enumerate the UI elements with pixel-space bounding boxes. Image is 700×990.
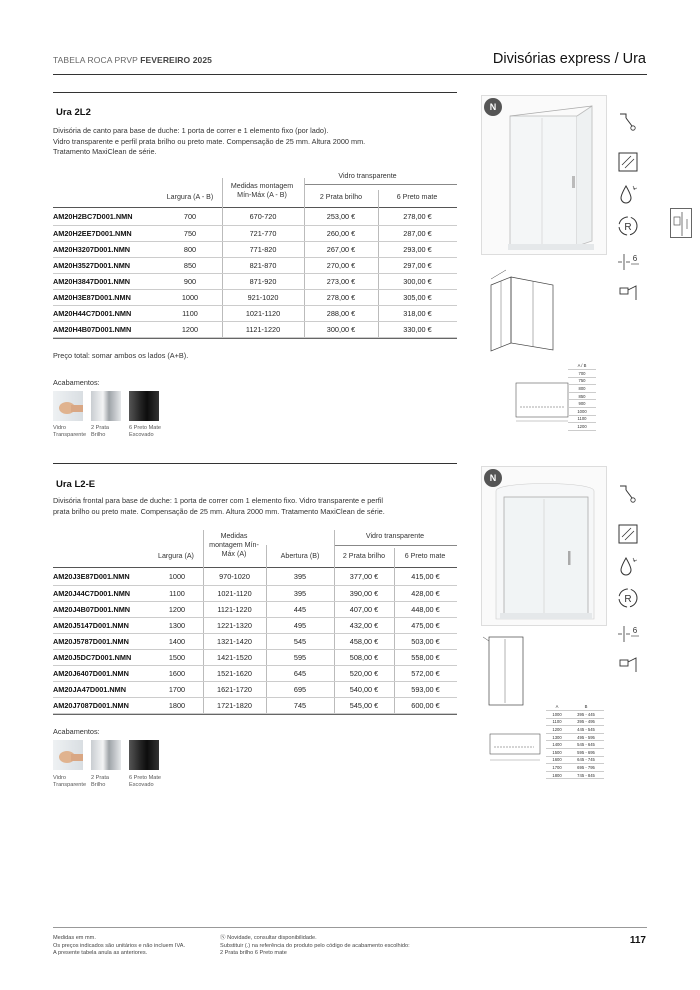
col-header: Medidas montagem Mín-Máx (A - B)	[230, 182, 294, 199]
table-cell: 278,00 €	[304, 289, 378, 305]
water-drop-icon	[616, 182, 640, 206]
table-cell: 395	[266, 585, 334, 601]
dim-cell: 1800	[546, 771, 568, 779]
compensation-value: 6	[632, 254, 638, 263]
table-cell: 970-1020	[203, 569, 266, 585]
table-cell: 273,00 €	[304, 273, 378, 289]
swatch-caption: 6 Preto Mate Escovado	[129, 425, 162, 438]
col-header: 6 Preto mate	[396, 193, 438, 201]
swatch-black	[129, 391, 159, 421]
table-cell: 1000	[158, 289, 222, 305]
table-row	[53, 681, 457, 697]
dim-cell: 545 - 645	[568, 741, 604, 749]
dim-cell: 745 - 845	[568, 771, 604, 779]
compensation-icon	[616, 622, 640, 646]
table-cell: 921-1020	[222, 289, 304, 305]
col-header: 2 Prata brilho	[319, 193, 363, 201]
new-badge: N	[484, 469, 502, 487]
table-cell: 260,00 €	[304, 225, 378, 241]
dim-cell: 1000	[568, 408, 596, 416]
table-cell: 1721-1820	[203, 697, 266, 713]
swatch-caption: 6 Preto Mate Escovado	[129, 775, 162, 788]
hand-icon	[53, 740, 83, 770]
table-cell: 288,00 €	[304, 305, 378, 321]
table-cell: 270,00 €	[304, 257, 378, 273]
table-cell: 1100	[158, 305, 222, 321]
swatch-transparent	[53, 740, 83, 770]
table-row	[53, 649, 457, 665]
table-cell: 432,00 €	[334, 617, 394, 633]
table-row	[53, 697, 457, 713]
product-code: AM20H3E87D001.NMN	[53, 289, 158, 305]
table-cell: 253,00 €	[304, 209, 378, 225]
table-cell: 495	[266, 617, 334, 633]
product-code: AM20J7087D001.NMN	[53, 697, 151, 713]
plan-drawing-1	[514, 377, 574, 425]
table-cell: 850	[158, 257, 222, 273]
table-cell: 305,00 €	[378, 289, 457, 305]
table-cell: 330,00 €	[378, 321, 457, 337]
table-cell: 395	[266, 569, 334, 585]
profile-icon	[616, 652, 640, 676]
product-code: AM20J5147D001.NMN	[53, 617, 151, 633]
dim-cell: 900	[568, 400, 596, 408]
recyclable-icon	[616, 586, 640, 610]
price-table-2	[53, 569, 457, 714]
footer-line: A presente tabela anula as anteriores.	[53, 950, 148, 957]
table-cell: 520,00 €	[334, 665, 394, 681]
svg-text:R: R	[624, 594, 632, 605]
swatch-caption: Vidro Transparente	[53, 775, 87, 788]
desc-line: Tratamento MaxiClean de série.	[53, 147, 157, 156]
dim-cell: 695 - 795	[568, 764, 604, 772]
dim-table-2	[546, 703, 604, 779]
profile-icon	[616, 280, 640, 304]
product-code: AM20J5787D001.NMN	[53, 633, 151, 649]
dim-cell: 700	[568, 370, 596, 378]
table-cell: 293,00 €	[378, 241, 457, 257]
recyclable-icon	[616, 214, 640, 238]
table-cell: 670-720	[222, 209, 304, 225]
desc-line: Vidro transparente e perfil prata brilho ou preto mate. Compensação de 25 mm. Altura 2000 mm.	[53, 136, 366, 146]
table-row	[53, 225, 457, 241]
col-header: Abertura (B)	[280, 552, 320, 560]
dim-header: B	[568, 703, 604, 711]
table-row	[53, 569, 457, 585]
table-cell: 1321-1420	[203, 633, 266, 649]
dim-cell: 1600	[546, 756, 568, 764]
table-header-rule	[53, 207, 457, 208]
footer-line: Medidas em mm.	[53, 935, 96, 941]
plan-view-drawing	[488, 730, 546, 764]
swatch-caption: 2 Prata Brilho	[91, 425, 110, 438]
table-row	[53, 257, 457, 273]
group-header-rule	[335, 545, 457, 546]
table-cell: 1200	[151, 601, 203, 617]
table-cell: 475,00 €	[394, 617, 457, 633]
table-cell: 593,00 €	[394, 681, 457, 697]
section1-rule	[53, 92, 457, 93]
product-code: AM20J6407D001.NMN	[53, 665, 151, 681]
dim-cell: 495 - 595	[568, 733, 604, 741]
table-cell: 1400	[151, 633, 203, 649]
technical-drawing-2	[481, 633, 529, 709]
product-code: AM20H3527D001.NMN	[53, 257, 158, 273]
group-header: Vidro transparente	[365, 532, 425, 540]
product-code: AM20J3E87D001.NMN	[53, 569, 151, 585]
dim-cell: 1200	[546, 726, 568, 734]
header-edition: FEVEREIRO 2025	[140, 55, 213, 65]
shower-enclosure-render	[482, 96, 608, 256]
table-cell: 1700	[151, 681, 203, 697]
header-rule	[53, 74, 647, 75]
dim-cell: 1700	[546, 764, 568, 772]
table-cell: 1121-1220	[203, 601, 266, 617]
footer-legend	[220, 935, 410, 958]
dim-cell: 1100	[546, 718, 568, 726]
finishes-label: Acabamentos:	[53, 727, 100, 736]
shower-tab-icon	[671, 209, 693, 239]
section2-title: Ura L2-E	[56, 479, 96, 490]
table-cell: 415,00 €	[394, 569, 457, 585]
water-drop-icon	[616, 554, 640, 578]
table-cell: 503,00 €	[394, 633, 457, 649]
table-cell: 800	[158, 241, 222, 257]
product-photo-ura-2l2	[481, 95, 607, 255]
dim-cell: 1000	[546, 711, 568, 719]
plan-drawing-2	[488, 730, 546, 764]
table-cell: 318,00 €	[378, 305, 457, 321]
dim-cell: 1100	[568, 415, 596, 423]
dim-cell: 1300	[546, 733, 568, 741]
table-cell: 1300	[151, 617, 203, 633]
shower-enclosure-render	[482, 467, 608, 627]
table-row	[53, 601, 457, 617]
table-cell: 871-920	[222, 273, 304, 289]
footer-line: Substituir (.) na referência do produto pelo código de acabamento escolhido:	[220, 942, 410, 949]
section2-rule	[53, 463, 457, 464]
table-row	[53, 617, 457, 633]
hand-icon	[53, 391, 83, 421]
footer-line: Ⓝ Novidade, consultar disponibilidade.	[220, 935, 317, 941]
section2-description	[53, 496, 458, 517]
header-prefix	[53, 55, 212, 65]
table-cell: 1221-1320	[203, 617, 266, 633]
product-code: AM20J5DC7D001.NMN	[53, 649, 151, 665]
enclosure-line-drawing	[481, 265, 563, 353]
shower-head-icon	[616, 482, 640, 506]
table-cell: 545,00 €	[334, 697, 394, 713]
table-cell: 1800	[151, 697, 203, 713]
dim-cell: 850	[568, 392, 596, 400]
table-cell: 508,00 €	[334, 649, 394, 665]
dim-cell: 595 - 695	[568, 749, 604, 757]
header-prefix-text: TABELA ROCA PRVP	[53, 55, 138, 65]
table-cell: 445	[266, 601, 334, 617]
table-row	[53, 273, 457, 289]
swatch-caption: 2 Prata Brilho	[91, 775, 110, 788]
col-header: 2 Prata brilho	[342, 552, 386, 560]
product-code: AM20JA47D001.NMN	[53, 681, 151, 697]
glass-panel-icon	[616, 150, 640, 174]
section1-description	[53, 126, 458, 158]
dim-cell: 645 - 745	[568, 756, 604, 764]
table-cell: 572,00 €	[394, 665, 457, 681]
table-cell: 1521-1620	[203, 665, 266, 681]
table-cell: 721-770	[222, 225, 304, 241]
table-row	[53, 241, 457, 257]
price-note: Preço total: somar ambos os lados (A+B).	[53, 351, 189, 360]
product-code: AM20J4B07D001.NMN	[53, 601, 151, 617]
table-cell: 1121-1220	[222, 321, 304, 337]
section1-title: Ura 2L2	[56, 107, 91, 118]
table-header-rule	[53, 567, 457, 568]
swatch-silver	[91, 740, 121, 770]
dim-header: A	[546, 703, 568, 711]
table-cell: 377,00 €	[334, 569, 394, 585]
table-cell: 1500	[151, 649, 203, 665]
group-header: Vidro transparente	[338, 172, 397, 180]
dim-cell: 445 - 545	[568, 726, 604, 734]
swatch-caption: Vidro Transparente	[53, 425, 87, 438]
dim-cell: 395 - 445	[568, 711, 604, 719]
table-cell: 821-870	[222, 257, 304, 273]
section-tab[interactable]	[670, 208, 692, 238]
product-code: AM20H2BC7D001.NMN	[53, 209, 158, 225]
col-header: Largura (A)	[158, 552, 194, 560]
table-bottom-rule	[53, 714, 457, 715]
table-cell: 297,00 €	[378, 257, 457, 273]
svg-text:R: R	[624, 222, 632, 233]
dim-header: A / B	[568, 362, 596, 370]
section-title: Divisórias express / Ura	[492, 51, 646, 67]
table-cell: 300,00 €	[304, 321, 378, 337]
table-row	[53, 209, 457, 225]
table-cell: 287,00 €	[378, 225, 457, 241]
table-cell: 1100	[151, 585, 203, 601]
table-row	[53, 289, 457, 305]
enclosure-line-drawing	[481, 633, 529, 709]
table-cell: 407,00 €	[334, 601, 394, 617]
table-cell: 645	[266, 665, 334, 681]
table-bottom-rule	[53, 338, 457, 339]
table-cell: 595	[266, 649, 334, 665]
table-cell: 1600	[151, 665, 203, 681]
table-cell: 1200	[158, 321, 222, 337]
table-cell: 1000	[151, 569, 203, 585]
col-header: Largura (A - B)	[166, 193, 214, 201]
footer-rule	[53, 927, 647, 928]
table-cell: 771-820	[222, 241, 304, 257]
page-number: 117	[629, 935, 646, 946]
table-cell: 1021-1120	[222, 305, 304, 321]
col-header: Medidas montagem Mín-Máx (A)	[209, 532, 259, 558]
col-header: 6 Preto mate	[404, 552, 446, 560]
table-row	[53, 305, 457, 321]
table-row	[53, 633, 457, 649]
product-photo-ura-l2e	[481, 466, 607, 626]
footer-line: 2 Prata brilho 6 Preto mate	[220, 950, 287, 957]
technical-drawing-1	[481, 265, 563, 353]
table-cell: 545	[266, 633, 334, 649]
product-code: AM20H4B07D001.NMN	[53, 321, 158, 337]
table-cell: 900	[158, 273, 222, 289]
dim-cell: 1400	[546, 741, 568, 749]
compensation-value: 6	[632, 626, 638, 635]
product-code: AM20H3847D001.NMN	[53, 273, 158, 289]
plan-view-drawing	[514, 377, 574, 425]
desc-line: Divisória de canto para base de duche: 1 porta de correr e 1 elemento fixo (por lado).	[53, 126, 329, 135]
swatch-silver	[91, 391, 121, 421]
table-cell: 1621-1720	[203, 681, 266, 697]
table-cell: 700	[158, 209, 222, 225]
table-row	[53, 665, 457, 681]
dim-cell: 395 - 495	[568, 718, 604, 726]
table-cell: 558,00 €	[394, 649, 457, 665]
glass-panel-icon	[616, 522, 640, 546]
table-cell: 1421-1520	[203, 649, 266, 665]
product-code: AM20J44C7D001.NMN	[53, 585, 151, 601]
table-cell: 600,00 €	[394, 697, 457, 713]
dim-table-1	[568, 362, 596, 431]
table-cell: 745	[266, 697, 334, 713]
group-header-rule	[305, 184, 457, 185]
table-cell: 750	[158, 225, 222, 241]
table-cell: 448,00 €	[394, 601, 457, 617]
desc-line: prata brilho ou preto mate. Compensação de 25 mm. Altura 2000 mm. Tratamento MaxiClean de série.	[53, 506, 385, 516]
shower-head-icon	[616, 110, 640, 134]
new-badge: N	[484, 98, 502, 116]
table-cell: 300,00 €	[378, 273, 457, 289]
dim-cell: 1500	[546, 749, 568, 757]
swatch-black	[129, 740, 159, 770]
table-row	[53, 585, 457, 601]
table-cell: 278,00 €	[378, 209, 457, 225]
table-row	[53, 321, 457, 337]
dim-cell: 750	[568, 377, 596, 385]
table-cell: 267,00 €	[304, 241, 378, 257]
footer-notes	[53, 935, 185, 958]
dim-cell: 1200	[568, 423, 596, 431]
desc-line: Divisória frontal para base de duche: 1 porta de correr com 1 elemento fixo. Vidro transparente e perfil	[53, 496, 384, 505]
product-code: AM20H2EE7D001.NMN	[53, 225, 158, 241]
price-table-1	[53, 209, 457, 338]
table-cell: 695	[266, 681, 334, 697]
table-cell: 390,00 €	[334, 585, 394, 601]
product-code: AM20H44C7D001.NMN	[53, 305, 158, 321]
finishes-label: Acabamentos:	[53, 378, 100, 387]
table-cell: 1021-1120	[203, 585, 266, 601]
dim-cell: 800	[568, 385, 596, 393]
compensation-icon	[616, 250, 640, 274]
product-code: AM20H3207D001.NMN	[53, 241, 158, 257]
table-cell: 540,00 €	[334, 681, 394, 697]
table-cell: 458,00 €	[334, 633, 394, 649]
table-cell: 428,00 €	[394, 585, 457, 601]
swatch-transparent	[53, 391, 83, 421]
footer-line: Os preços indicados são unitários e não incluem IVA.	[53, 942, 186, 949]
